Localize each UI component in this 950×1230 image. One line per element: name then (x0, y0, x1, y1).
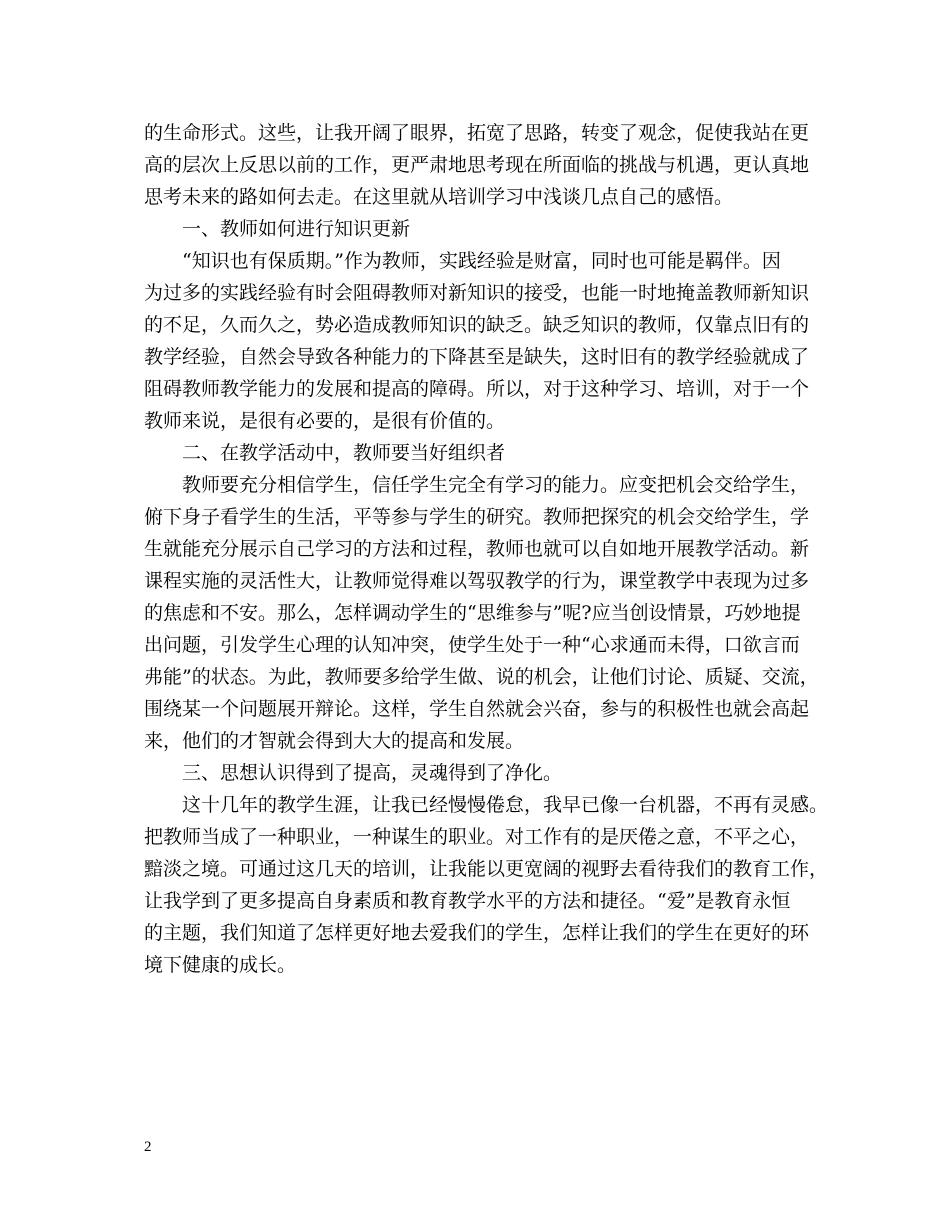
text-line: 让我学到了更多提高自身素质和教育教学水平的方法和捷径。“爱”是教育永恒 (144, 890, 791, 912)
paragraph-first-line: 这十几年的教学生涯，让我已经慢慢倦怠，我早已像一台机器，不再有灵感。 (182, 794, 829, 816)
text-line: 把教师当成了一种职业，一种谋生的职业。对工作有的是厌倦之意，不平之心， (144, 826, 810, 848)
text-line: 为过多的实践经验有时会阻碍教师对新知识的接受，也能一时地掩盖教师新知识 (144, 282, 810, 304)
text-line: 教师来说，是很有必要的，是很有价值的。 (144, 410, 506, 432)
text-line: 来，他们的才智就会得到大大的提高和发展。 (144, 730, 525, 752)
section-heading-3: 三、思想认识得到了提高，灵魂得到了净化。 (182, 762, 563, 784)
text-line: 生就能充分展示自己学习的方法和过程，教师也就可以自如地开展教学活动。新 (144, 538, 810, 560)
text-line: 出问题，引发学生心理的认知冲突，使学生处于一种“心求通而未得，口欲言而 (144, 634, 800, 656)
paragraph-first-line: 教师要充分相信学生，信任学生完全有学习的能力。应变把机会交给学生， (182, 474, 810, 496)
text-line: 课程实施的灵活性大，让教师觉得难以驾驭教学的行为，课堂教学中表现为过多 (144, 570, 810, 592)
paragraph-first-line: “知识也有保质期。”作为教师，实践经验是财富，同时也可能是羁伴。因 (182, 250, 781, 272)
text-line: 的焦虑和不安。那么，怎样调动学生的“思维参与”呢?应当创设情景，巧妙地提 (144, 602, 801, 624)
text-line: 黯淡之境。可通过这几天的培训，让我能以更宽阔的视野去看待我们的教育工作， (144, 858, 829, 880)
text-line: 境下健康的成长。 (144, 954, 297, 976)
body-text (144, 117, 829, 981)
text-line: 的生命形式。这些，让我开阔了眼界，拓宽了思路，转变了观念，促使我站在更 (144, 122, 810, 144)
section-heading-2: 二、在教学活动中，教师要当好组织者 (182, 442, 506, 464)
text-line: 的不足，久而久之，势必造成教师知识的缺乏。缺乏知识的教师，仅靠点旧有的 (144, 314, 810, 336)
section-heading-1: 一、教师如何进行知识更新 (182, 218, 411, 240)
text-line: 俯下身子看学生的生活，平等参与学生的研究。教师把探究的机会交给学生，学 (144, 506, 810, 528)
text-line: 教学经验，自然会导致各种能力的下降甚至是缺失，这时旧有的教学经验就成了 (144, 346, 810, 368)
page-number: 2 (144, 1139, 152, 1155)
text-line: 阻碍教师教学能力的发展和提高的障碍。所以，对于这种学习、培训，对于一个 (144, 378, 810, 400)
text-line: 思考未来的路如何去走。在这里就从培训学习中浅谈几点自己的感悟。 (144, 186, 734, 208)
text-line: 弗能”的状态。为此，教师要多给学生做、说的机会，让他们讨论、质疑、交流， (144, 666, 819, 688)
text-line: 围绕某一个问题展开辩论。这样，学生自然就会兴奋，参与的积极性也就会高起 (144, 698, 810, 720)
text-line: 的主题，我们知道了怎样更好地去爱我们的学生，怎样让我们的学生在更好的环 (144, 922, 810, 944)
text-line: 高的层次上反思以前的工作，更严肃地思考现在所面临的挑战与机遇，更认真地 (144, 154, 810, 176)
